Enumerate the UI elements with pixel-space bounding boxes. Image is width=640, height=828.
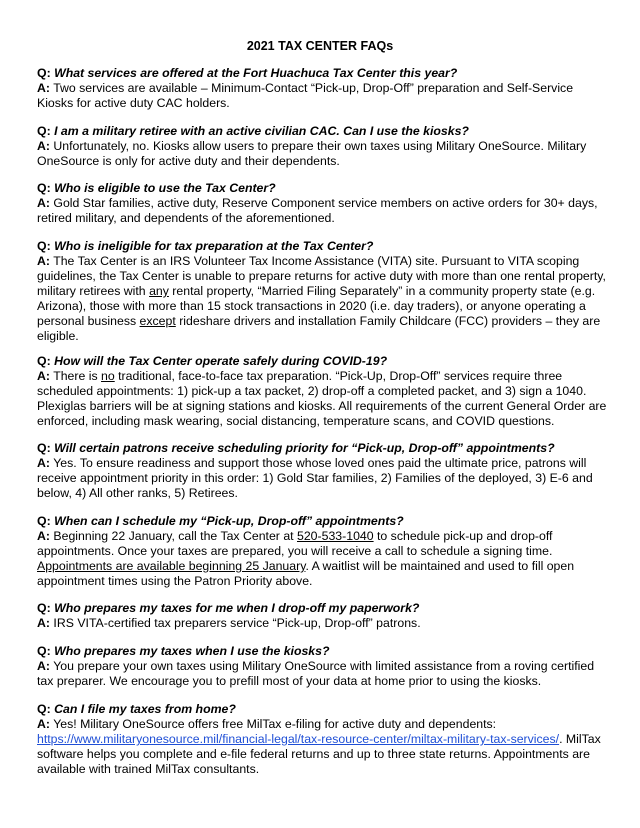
a-prefix: A: <box>37 616 50 630</box>
question-text: Can I file my taxes from home? <box>54 702 236 716</box>
faq-item-covid <box>37 354 607 429</box>
q-prefix: Q: <box>37 66 51 80</box>
answer-text: . MilTax software helps you complete and e-file federal returns and up to three state returns. Appointments are available with trained MilTax consultants. <box>37 732 601 776</box>
faq-item-scheduling <box>37 514 607 589</box>
question-text: I am a military retiree with an active civilian CAC. Can I use the kiosks? <box>54 124 469 138</box>
phone-number: 520-533-1040 <box>297 529 374 543</box>
answer-text: Gold Star families, active duty, Reserve Component service members on active orders for 30+ days, retired military, and dependents of the aforementioned. <box>37 196 598 225</box>
q-prefix: Q: <box>37 514 51 528</box>
a-prefix: A: <box>37 254 50 268</box>
answer-text: The Tax Center is an IRS Volunteer Tax Income Assistance (VITA) site. Pursuant to VITA scoping guidelines, the Tax Center is unable to prepare returns for active duty with more than one rental property, military retirees with <box>37 254 606 298</box>
faq-question <box>37 124 607 139</box>
q-prefix: Q: <box>37 441 51 455</box>
a-prefix: A: <box>37 369 50 383</box>
question-text: When can I schedule my “Pick-up, Drop-off” appointments? <box>54 514 404 528</box>
answer-text: Beginning 22 January, call the Tax Center at <box>53 529 297 543</box>
question-text: How will the Tax Center operate safely during COVID-19? <box>54 354 388 368</box>
question-text: What services are offered at the Fort Huachuca Tax Center this year? <box>54 66 458 80</box>
faq-item-priority <box>37 441 607 501</box>
question-text: Who prepares my taxes when I use the kiosks? <box>54 644 330 658</box>
answer-text: rideshare drivers and installation Family Childcare (FCC) providers – they are eligible. <box>37 314 601 343</box>
underlined-text: Appointments are available beginning 25 January <box>37 559 306 573</box>
a-prefix: A: <box>37 81 50 95</box>
faq-item-file-from-home <box>37 702 607 777</box>
a-prefix: A: <box>37 659 50 673</box>
underlined-text: except <box>139 314 176 328</box>
answer-text: . A waitlist will be maintained and used to fill open appointment times using the Patron Priority above. <box>37 559 575 588</box>
answer-text: You prepare your own taxes using Military OneSource with limited assistance from a roving certified tax preparer. We encourage you to prefill most of your data at home prior to using the kiosks. <box>37 659 595 688</box>
faq-question <box>37 601 607 616</box>
answer-text: traditional, face-to-face tax preparation. “Pick-Up, Drop-Off” services require three scheduled appointments: 1) pick-up a tax packet, 2) drop-off a completed packet, and 3) sign a 1040. Plexiglas barriers will be at signing stations and kiosks. All requirements of the current General Order are enforced, including mask wearing, social distancing, temperature scans, and COVID questions. <box>37 369 607 428</box>
faq-question <box>37 644 607 659</box>
a-prefix: A: <box>37 196 50 210</box>
faq-answer <box>37 369 607 429</box>
answer-text: IRS VITA-certified tax preparers service “Pick-up, Drop-off” patrons. <box>53 616 421 630</box>
faq-question <box>37 239 607 254</box>
page-title: 2021 TAX CENTER FAQs <box>246 39 394 53</box>
faq-question <box>37 66 607 81</box>
faq-question <box>37 354 607 369</box>
question-text: Who is eligible to use the Tax Center? <box>54 181 276 195</box>
underlined-text: no <box>101 369 115 383</box>
question-text: Will certain patrons receive scheduling priority for “Pick-up, Drop-off” appointments? <box>54 441 555 455</box>
faq-question <box>37 702 607 717</box>
faq-answer <box>37 529 607 589</box>
q-prefix: Q: <box>37 354 51 368</box>
answer-text: Yes. To ensure readiness and support those whose loved ones paid the ultimate price, patrons will receive appointment priority in this order: 1) Gold Star families, 2) Families of the deployed, 3) E-6 and below, 4) All other ranks, 5) Retirees. <box>37 456 593 500</box>
question-text: Who prepares my taxes for me when I drop-off my paperwork? <box>54 601 420 615</box>
a-prefix: A: <box>37 529 50 543</box>
faq-question <box>37 441 607 456</box>
a-prefix: A: <box>37 139 50 153</box>
q-prefix: Q: <box>37 181 51 195</box>
faq-answer <box>37 456 607 501</box>
faq-item-services <box>37 66 607 111</box>
faq-item-ineligibility <box>37 239 607 344</box>
faq-answer <box>37 717 607 777</box>
answer-text: Two services are available – Minimum-Contact “Pick-up, Drop-Off” preparation and Self-Service Kiosks for active duty CAC holders. <box>37 81 574 110</box>
underlined-text: any <box>149 284 169 298</box>
a-prefix: A: <box>37 456 50 470</box>
faq-answer <box>37 81 607 111</box>
q-prefix: Q: <box>37 124 51 138</box>
faq-item-eligibility <box>37 181 607 226</box>
faq-answer <box>37 254 607 344</box>
faq-answer <box>37 196 607 226</box>
answer-text: There is <box>53 369 102 383</box>
faq-answer <box>37 659 607 689</box>
faq-answer <box>37 139 607 169</box>
answer-text: rental property, “Married Filing Separately” in a community property state (e.g. Arizona), those with more than 15 stock transactions in 2020 (i.e. day traders), or anyone operating a personal business <box>37 284 596 328</box>
answer-text: Yes! Military OneSource offers free MilTax e-filing for active duty and dependents: <box>53 717 497 731</box>
answer-text: to schedule pick-up and drop-off appointments. Once your taxes are prepared, you will receive a call to schedule a signing time. <box>37 529 553 558</box>
faq-question <box>37 181 607 196</box>
faq-item-retiree-kiosks <box>37 124 607 169</box>
q-prefix: Q: <box>37 644 51 658</box>
faq-item-drop-off-preparers <box>37 601 607 631</box>
miltax-link[interactable]: https://www.militaryonesource.mil/financial-legal/tax-resource-center/miltax-military-tax-services/ <box>37 732 560 746</box>
q-prefix: Q: <box>37 239 51 253</box>
faq-answer <box>37 616 607 631</box>
q-prefix: Q: <box>37 601 51 615</box>
answer-text: Unfortunately, no. Kiosks allow users to prepare their own taxes using Military OneSource. Military OneSource is only for active duty and their dependents. <box>37 139 587 168</box>
q-prefix: Q: <box>37 702 51 716</box>
a-prefix: A: <box>37 717 50 731</box>
question-text: Who is ineligible for tax preparation at the Tax Center? <box>54 239 374 253</box>
faq-question <box>37 514 607 529</box>
faq-item-kiosk-preparers <box>37 644 607 689</box>
